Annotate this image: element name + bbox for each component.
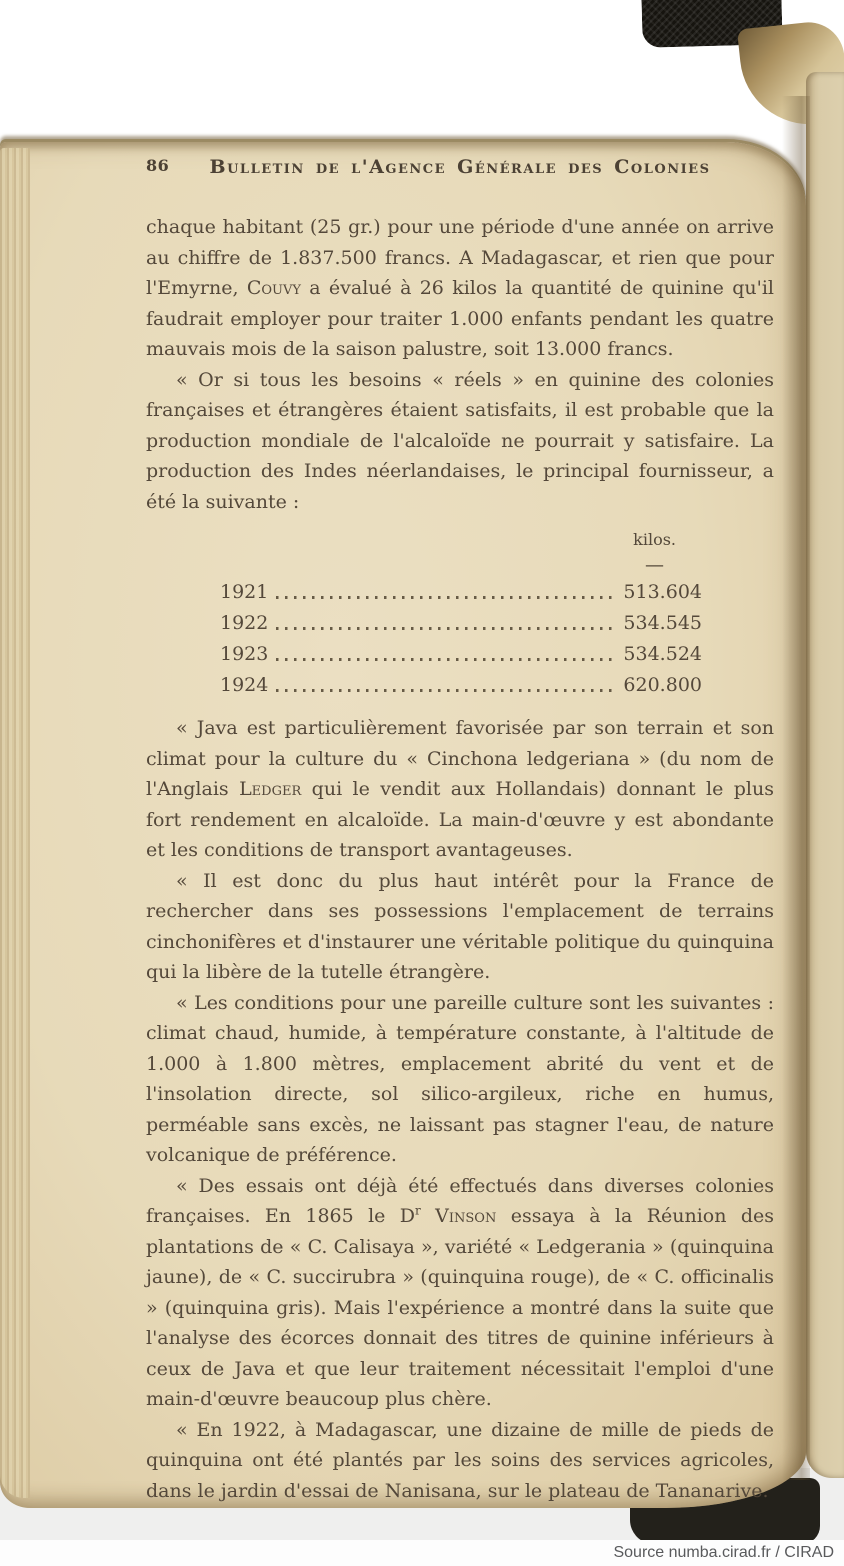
paragraph	[146, 713, 774, 866]
text-run: a évalué à 26 kilos la quantité de quinine qu'il faudrait employer pour traiter 1.000 enfants pendant les quatre mauvais mois de la saison palustre, soit 13.000 francs.	[146, 277, 775, 360]
text-run: qui le vendit aux Hollandais) donnant le plus fort rendement en alcaloïde. La main-d'œuvre y est abondante et les conditions de transport avantageuses.	[146, 778, 774, 861]
production-table	[220, 527, 702, 701]
page-number: 86	[146, 156, 170, 175]
text-run: « Il est donc du plus haut intérêt pour la France de rechercher dans ses possessions l'emplacement de terrains cinchonifères et d'instaurer une véritable politique du quinquina qui la libère de la tutelle étrangère.	[146, 869, 774, 983]
table-unit-underline: —	[645, 554, 664, 576]
table-year: 1924	[220, 674, 269, 696]
text-run: « Or si tous les besoins « réels » en quinine des colonies françaises et étrangères étaient satisfaits, il est probable que la production mondiale de l'alcaloïde ne pourrait y satisfaire. La production des Indes néerlandaises, le principal fournisseur, a été la suivante :	[146, 368, 774, 513]
text-run: essaya à la Réunion des plantations de « C. Calisaya », variété « Ledgerania » (quinquina jaune), de « C. succirubra » (quinquina rouge), de « C. officinalis » (quinquina gris). Mais l'expérience a montré dans la suite que l'analyse des écorces donnait des titres de quinine inférieurs à ceux de Java et que leur traitement nécessitait l'emploi d'une main-d'œuvre beaucoup plus chère.	[146, 1205, 774, 1410]
source-caption: Source numba.cirad.fr / CIRAD	[613, 1544, 834, 1561]
paragraph	[146, 365, 774, 518]
page-edge-stack	[0, 148, 30, 1498]
table-unit-label: kilos.	[633, 530, 676, 549]
dotted-leader	[276, 627, 613, 630]
text-run: « Les conditions pour une pareille culture sont les suivantes : climat chaud, humide, à température constante, à l'altitude de 1.000 à 1.800 mètres, emplacement abrité du vent et de l'insolation directe, sol silico-argileux, riche en humus, perméable sans excès, ne laissant pas stagner l'eau, de nature volcanique de préférence.	[146, 991, 774, 1166]
body-text	[146, 212, 774, 1506]
table-year: 1921	[220, 581, 269, 603]
caption-bar	[0, 1540, 844, 1566]
dotted-leader	[276, 658, 613, 661]
paragraphs-after-table	[146, 713, 774, 1506]
text-run: chaque habitant (25 gr.) pour une période d'une année on arrive au chiffre de 1.837.500 francs. A Madagascar, et rien que pour l'Emyrne,	[146, 216, 774, 299]
page-gutter-shadow	[782, 96, 810, 1480]
text-run: r	[415, 1203, 421, 1218]
paragraph	[146, 1171, 774, 1415]
running-title: Bulletin de l'Agence Générale des Colonies	[209, 156, 711, 178]
table-value: 513.604	[623, 581, 702, 603]
text-run: « Des essais ont déjà été effectués dans diverses colonies françaises. En 1865 le D	[146, 1174, 774, 1227]
table-row	[220, 608, 702, 639]
dotted-leader	[276, 689, 613, 692]
text-run: « En 1922, à Madagascar, une dizaine de mille de pieds de quinquina ont été plantés par les soins des services agricoles, dans le jardin d'essai de Nanisana, sur le plateau de Tananarive.	[146, 1418, 774, 1502]
dotted-leader	[276, 596, 613, 599]
text-run: « Java est particulièrement favorisée par son terrain et son climat pour la culture du « Cinchona ledgeriana » (du nom de l'Anglais	[146, 717, 774, 800]
page-content	[146, 156, 774, 1506]
table-value: 534.545	[623, 612, 702, 634]
person-name: Ledger	[239, 778, 302, 800]
production-table-rows	[220, 577, 702, 701]
table-year: 1922	[220, 612, 269, 634]
paragraph	[146, 866, 774, 988]
paragraphs-before-table	[146, 212, 774, 517]
paragraph	[146, 988, 774, 1171]
paragraph	[146, 212, 774, 365]
table-row	[220, 577, 702, 608]
running-head	[146, 156, 774, 180]
table-year: 1923	[220, 643, 269, 665]
person-name: Couvy	[246, 277, 301, 299]
table-row	[220, 639, 702, 670]
text-run	[421, 1205, 435, 1227]
person-name: Vinson	[435, 1205, 497, 1227]
table-value: 620.800	[623, 674, 702, 696]
table-value: 534.524	[623, 643, 702, 665]
table-row	[220, 670, 702, 701]
paragraph	[146, 1415, 774, 1507]
facing-page-sliver	[806, 72, 844, 1478]
